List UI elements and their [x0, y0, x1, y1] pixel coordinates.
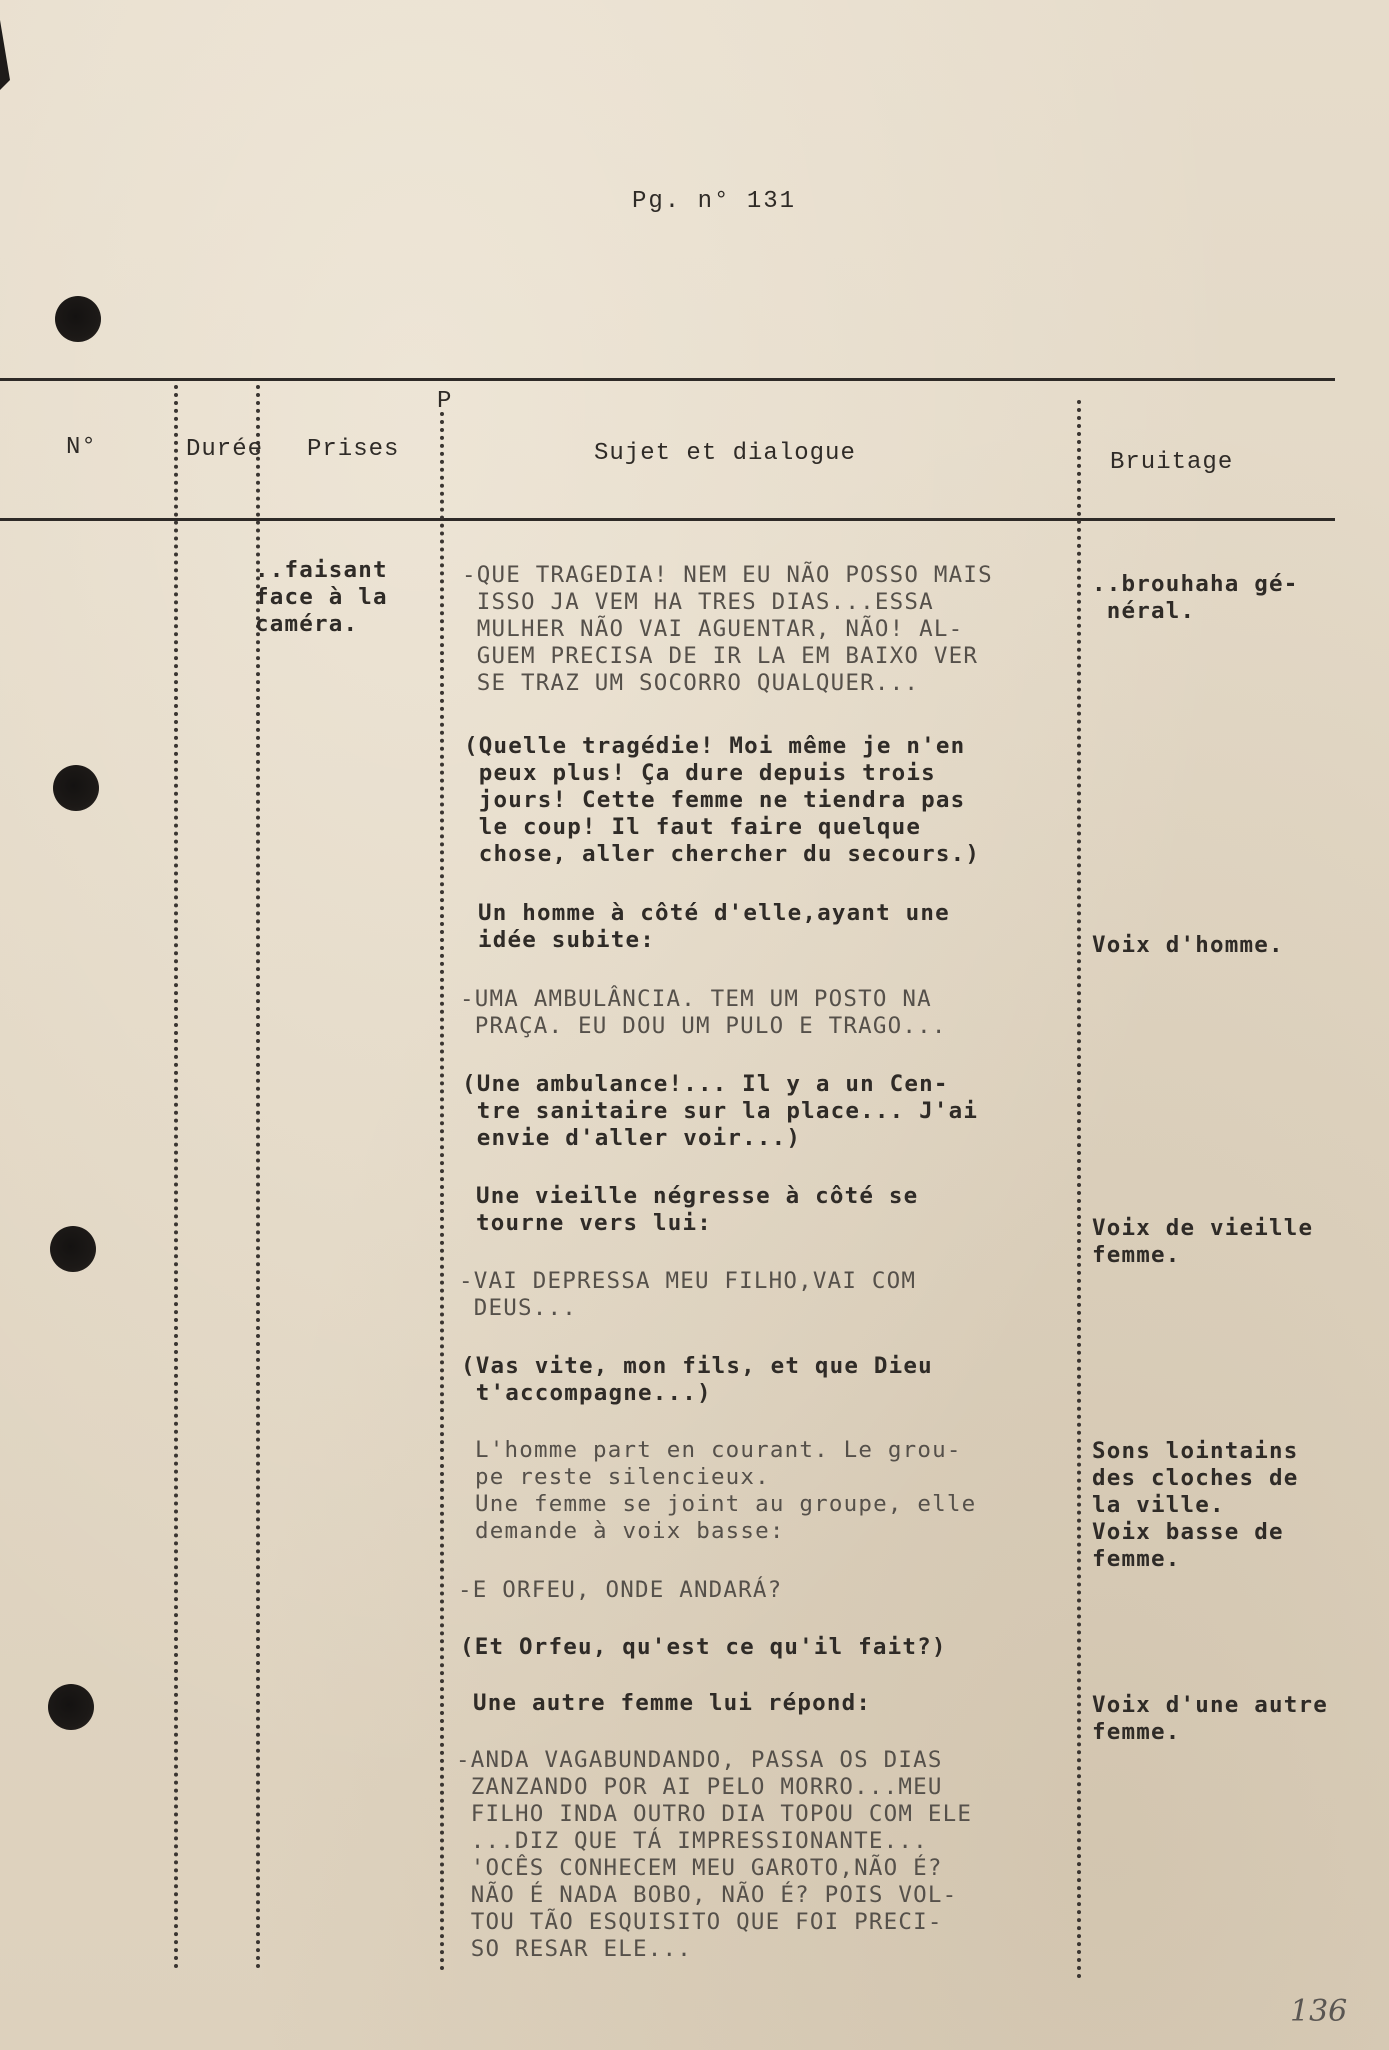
header-bruitage: Bruitage	[1110, 449, 1234, 476]
handwritten-page-number: 136	[1290, 1994, 1348, 2029]
punch-hole-3	[50, 1226, 96, 1272]
page-number: Pg. n° 131	[632, 188, 797, 215]
header-bottom-rule	[0, 518, 1335, 521]
bruitage-5: Voix d'une autre femme.	[1092, 1692, 1328, 1745]
action-block-3: L'homme part en courant. Le grou- pe reste silencieux. Une femme se joint au groupe, elle demande à voix basse:	[475, 1437, 977, 1544]
translation-block-1: (Quelle tragédie! Moi même je n'en peux plus! Ça dure depuis trois jours! Cette femme ne tiendra pas le coup! Il faut faire quelque chose, aller chercher du secours.)	[464, 733, 981, 867]
bruitage-4: Sons lointains des cloches de la ville. Voix basse de femme.	[1092, 1438, 1299, 1572]
dialogue-block-2: -UMA AMBULÂNCIA. TEM UM POSTO NA PRAÇA. EU DOU UM PULO E TRAGO...	[460, 986, 947, 1039]
bruitage-1: ..brouhaha gé- néral.	[1092, 571, 1299, 624]
header-duree: Durée	[186, 436, 264, 463]
action-block-2: Une vieille négresse à côté se tourne vers lui:	[476, 1183, 919, 1236]
translation-block-3: (Vas vite, mon fils, et que Dieu t'accompagne...)	[461, 1353, 933, 1406]
column-divider-3	[440, 412, 444, 1972]
punch-hole-1	[55, 296, 101, 342]
dialogue-block-1: -QUE TRAGEDIA! NEM EU NÃO POSSO MAIS ISSO JA VEM HA TRES DIAS...ESSA MULHER NÃO VAI AGUENTAR, NÃO! AL- GUEM PRECISA DE IR LA EM BAIXO VER SE TRAZ UM SOCORRO QUALQUER...	[462, 562, 993, 696]
column-divider-4	[1077, 400, 1081, 1980]
corner-ink-mark	[0, 20, 10, 90]
header-top-rule	[0, 378, 1335, 381]
translation-block-4: (Et Orfeu, qu'est ce qu'il fait?)	[460, 1634, 947, 1660]
bruitage-2: Voix d'homme.	[1092, 932, 1284, 958]
dialogue-block-3: -VAI DEPRESSA MEU FILHO,VAI COM DEUS...	[459, 1268, 917, 1321]
action-block-4: Une autre femme lui répond:	[473, 1690, 872, 1716]
header-sujet: Sujet et dialogue	[594, 440, 856, 467]
punch-hole-4	[48, 1684, 94, 1730]
header-prises: Prises	[307, 436, 400, 463]
dialogue-block-4: -E ORFEU, ONDE ANDARÁ?	[458, 1577, 783, 1603]
prises-note: ..faisant face à la caméra.	[255, 557, 388, 637]
bruitage-3: Voix de vieille femme.	[1092, 1215, 1314, 1268]
column-divider-1	[174, 385, 178, 1970]
column-marker-p: P	[437, 388, 453, 415]
header-number: N°	[66, 434, 97, 461]
dialogue-block-5: -ANDA VAGABUNDANDO, PASSA OS DIAS ZANZANDO POR AI PELO MORRO...MEU FILHO INDA OUTRO DIA TOPOU COM ELE ...DIZ QUE TÁ IMPRESSIONANTE... 'OCÊS CONHECEM MEU GAROTO,NÃO É? NÃO É NADA BOBO, NÃO É? POIS VOL- TOU TÃO ESQUISITO QUE FOI PRECI- SO RESAR ELE...	[456, 1747, 973, 1962]
punch-hole-2	[53, 765, 99, 811]
translation-block-2: (Une ambulance!... Il y a un Cen- tre sanitaire sur la place... J'ai envie d'aller voir...)	[462, 1071, 979, 1151]
action-block-1: Un homme à côté d'elle,ayant une idée subite:	[478, 900, 950, 953]
